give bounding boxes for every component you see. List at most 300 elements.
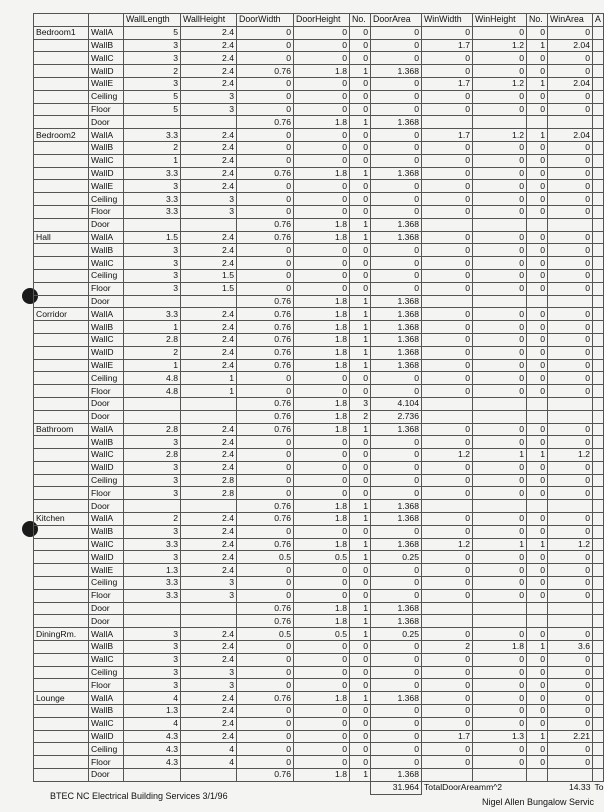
value-cell <box>473 602 527 615</box>
value-cell: 0.25 <box>371 628 422 641</box>
value-cell: 0 <box>294 385 350 398</box>
value-cell: 0 <box>371 730 422 743</box>
value-cell: 2.4 <box>181 77 237 90</box>
value-cell: 1 <box>350 65 371 78</box>
surface-cell: Door <box>89 295 124 308</box>
room-cell <box>34 410 89 423</box>
value-cell: 0 <box>527 333 548 346</box>
surface-cell: WallA <box>89 129 124 142</box>
room-cell <box>34 641 89 654</box>
value-cell: 0 <box>237 39 294 52</box>
table-row <box>34 321 604 334</box>
value-cell: 1.8 <box>294 346 350 359</box>
cut-off-cell <box>593 346 604 359</box>
value-cell: 0 <box>371 525 422 538</box>
value-cell: 2.04 <box>548 129 593 142</box>
value-cell: 1.368 <box>371 359 422 372</box>
value-cell: 0 <box>473 513 527 526</box>
value-cell: 0.76 <box>237 116 294 129</box>
room-cell: Hall <box>34 231 89 244</box>
value-cell <box>124 500 181 513</box>
value-cell: 0 <box>527 205 548 218</box>
value-cell: 0 <box>527 231 548 244</box>
table-row <box>34 372 604 385</box>
value-cell: 0.76 <box>237 692 294 705</box>
cut-off-cell <box>593 513 604 526</box>
value-cell: 1 <box>350 769 371 782</box>
value-cell: 0 <box>527 385 548 398</box>
cut-off-cell <box>593 282 604 295</box>
value-cell: 2.4 <box>181 628 237 641</box>
cut-off-cell <box>593 589 604 602</box>
footer-course-title: BTEC NC Electrical Building Services 3/1/96 <box>50 791 228 801</box>
value-cell: 0 <box>548 705 593 718</box>
value-cell: 3 <box>124 52 181 65</box>
value-cell: 0 <box>422 551 473 564</box>
value-cell: 0 <box>548 692 593 705</box>
room-cell <box>34 154 89 167</box>
value-cell: 0 <box>371 141 422 154</box>
value-cell: 0 <box>527 487 548 500</box>
column-header: WallHeight <box>181 14 237 27</box>
value-cell: 1.8 <box>294 321 350 334</box>
value-cell: 0 <box>473 346 527 359</box>
value-cell: 0 <box>371 372 422 385</box>
value-cell: 0 <box>527 269 548 282</box>
table-row <box>34 282 604 295</box>
value-cell: 0.76 <box>237 423 294 436</box>
value-cell: 0 <box>527 666 548 679</box>
value-cell: 0 <box>527 372 548 385</box>
room-cell: Lounge <box>34 692 89 705</box>
value-cell: 2.8 <box>181 487 237 500</box>
value-cell: 0 <box>371 52 422 65</box>
surface-cell: WallB <box>89 641 124 654</box>
value-cell: 0 <box>527 308 548 321</box>
surface-cell: WallC <box>89 449 124 462</box>
cut-off-cell <box>593 167 604 180</box>
surface-cell: Ceiling <box>89 269 124 282</box>
surface-cell: Door <box>89 116 124 129</box>
value-cell: 3 <box>124 244 181 257</box>
value-cell: 0 <box>527 756 548 769</box>
value-cell: 3.3 <box>124 308 181 321</box>
value-cell: 1 <box>350 231 371 244</box>
value-cell: 1 <box>350 692 371 705</box>
room-cell <box>34 193 89 206</box>
value-cell: 0.76 <box>237 218 294 231</box>
value-cell: 0 <box>350 474 371 487</box>
value-cell: 0 <box>548 154 593 167</box>
value-cell: 0 <box>548 666 593 679</box>
value-cell: 1 <box>473 538 527 551</box>
cut-off-cell <box>593 410 604 423</box>
door-area-total-label: TotalDoorAreamm^2 <box>424 782 503 793</box>
value-cell <box>124 218 181 231</box>
value-cell: 3.3 <box>124 589 181 602</box>
cut-off-cell <box>593 141 604 154</box>
cut-off-cell <box>593 717 604 730</box>
value-cell: 0 <box>548 679 593 692</box>
room-cell <box>34 295 89 308</box>
value-cell: 1 <box>181 372 237 385</box>
value-cell: 0 <box>422 26 473 39</box>
table-row <box>34 525 604 538</box>
surface-cell: WallB <box>89 39 124 52</box>
value-cell <box>548 615 593 628</box>
value-cell: 0 <box>473 474 527 487</box>
room-cell <box>34 103 89 116</box>
value-cell: 1.8 <box>294 692 350 705</box>
value-cell: 0 <box>237 52 294 65</box>
value-cell: 0 <box>548 372 593 385</box>
value-cell: 0 <box>527 628 548 641</box>
value-cell: 0 <box>422 436 473 449</box>
value-cell: 0 <box>473 589 527 602</box>
value-cell <box>181 295 237 308</box>
table-row <box>34 461 604 474</box>
value-cell: 3.3 <box>124 205 181 218</box>
value-cell: 0 <box>422 346 473 359</box>
value-cell <box>181 615 237 628</box>
value-cell: 0 <box>548 257 593 270</box>
value-cell: 3 <box>124 436 181 449</box>
value-cell: 0 <box>294 282 350 295</box>
value-cell: 0 <box>548 564 593 577</box>
table-row <box>34 244 604 257</box>
table-row <box>34 231 604 244</box>
value-cell: 0.5 <box>294 551 350 564</box>
table-row <box>34 705 604 718</box>
value-cell: 0 <box>527 525 548 538</box>
value-cell: 0 <box>350 385 371 398</box>
surface-cell: Ceiling <box>89 577 124 590</box>
room-cell <box>34 269 89 282</box>
surface-cell: Ceiling <box>89 474 124 487</box>
value-cell: 3.3 <box>124 129 181 142</box>
cut-off-cell <box>593 487 604 500</box>
value-cell: 2.4 <box>181 141 237 154</box>
table-row <box>34 218 604 231</box>
value-cell: 0 <box>548 513 593 526</box>
value-cell: 0 <box>422 257 473 270</box>
value-cell <box>422 397 473 410</box>
value-cell: 0 <box>237 679 294 692</box>
value-cell <box>422 769 473 782</box>
value-cell: 0 <box>237 756 294 769</box>
value-cell: 1 <box>350 116 371 129</box>
room-cell <box>34 487 89 500</box>
value-cell: 0 <box>548 756 593 769</box>
column-header: DoorHeight <box>294 14 350 27</box>
value-cell: 0 <box>294 52 350 65</box>
value-cell: 3 <box>181 90 237 103</box>
value-cell: 2 <box>124 141 181 154</box>
room-cell <box>34 321 89 334</box>
value-cell: 0 <box>294 244 350 257</box>
value-cell: 0 <box>473 65 527 78</box>
room-cell <box>34 577 89 590</box>
value-cell: 1.8 <box>294 359 350 372</box>
value-cell: 2 <box>124 346 181 359</box>
value-cell: 0 <box>350 564 371 577</box>
value-cell <box>124 615 181 628</box>
value-cell: 3 <box>124 653 181 666</box>
value-cell: 1.368 <box>371 538 422 551</box>
value-cell: 0 <box>422 628 473 641</box>
room-cell <box>34 538 89 551</box>
value-cell: 0 <box>527 90 548 103</box>
cut-off-cell <box>593 65 604 78</box>
cut-off-cell <box>593 500 604 513</box>
cut-off-cell <box>593 628 604 641</box>
value-cell: 0 <box>294 717 350 730</box>
column-header: No. <box>350 14 371 27</box>
value-cell: 0 <box>237 461 294 474</box>
column-header <box>34 14 89 27</box>
room-cell <box>34 589 89 602</box>
value-cell: 1 <box>350 295 371 308</box>
cut-off-cell <box>593 602 604 615</box>
value-cell: 0 <box>473 90 527 103</box>
value-cell: 0 <box>294 449 350 462</box>
value-cell: 3.3 <box>124 538 181 551</box>
value-cell <box>422 295 473 308</box>
value-cell: 1 <box>350 551 371 564</box>
value-cell: 0 <box>527 692 548 705</box>
surface-cell: Ceiling <box>89 666 124 679</box>
value-cell: 0 <box>422 589 473 602</box>
value-cell <box>473 500 527 513</box>
value-cell: 0 <box>237 193 294 206</box>
value-cell: 0 <box>237 103 294 116</box>
value-cell: 0 <box>294 436 350 449</box>
surface-cell: WallA <box>89 423 124 436</box>
room-cell <box>34 525 89 538</box>
room-cell <box>34 474 89 487</box>
value-cell: 0 <box>371 653 422 666</box>
value-cell: 1.368 <box>371 116 422 129</box>
value-cell: 0 <box>371 577 422 590</box>
value-cell: 2.4 <box>181 52 237 65</box>
table-row <box>34 628 604 641</box>
value-cell: 2.4 <box>181 436 237 449</box>
value-cell <box>124 295 181 308</box>
value-cell: 0 <box>473 193 527 206</box>
value-cell: 0 <box>473 141 527 154</box>
table-row <box>34 180 604 193</box>
value-cell <box>548 218 593 231</box>
value-cell: 0 <box>371 461 422 474</box>
value-cell: 0.76 <box>237 231 294 244</box>
value-cell: 0 <box>422 282 473 295</box>
table-row <box>34 423 604 436</box>
value-cell <box>527 218 548 231</box>
surface-cell: WallC <box>89 154 124 167</box>
value-cell: 0 <box>422 359 473 372</box>
surface-cell: WallE <box>89 564 124 577</box>
value-cell <box>422 116 473 129</box>
table-row <box>34 346 604 359</box>
value-cell: 0 <box>294 756 350 769</box>
surface-cell: WallA <box>89 26 124 39</box>
value-cell: 2.4 <box>181 167 237 180</box>
value-cell: 0 <box>371 282 422 295</box>
value-cell: 0 <box>473 359 527 372</box>
value-cell: 2.4 <box>181 449 237 462</box>
value-cell <box>124 397 181 410</box>
cut-off-cell <box>593 615 604 628</box>
value-cell: 0 <box>350 180 371 193</box>
value-cell: 0 <box>294 154 350 167</box>
value-cell: 4.3 <box>124 756 181 769</box>
value-cell: 1.368 <box>371 65 422 78</box>
value-cell: 0 <box>422 577 473 590</box>
value-cell: 0 <box>527 551 548 564</box>
surface-cell: WallD <box>89 461 124 474</box>
table-row <box>34 653 604 666</box>
cut-off-cell <box>593 653 604 666</box>
value-cell: 0 <box>237 129 294 142</box>
room-cell <box>34 372 89 385</box>
value-cell <box>527 615 548 628</box>
table-row <box>34 90 604 103</box>
value-cell: 0 <box>422 705 473 718</box>
value-cell: 0 <box>294 193 350 206</box>
value-cell: 0 <box>294 26 350 39</box>
value-cell <box>527 769 548 782</box>
value-cell: 0.76 <box>237 500 294 513</box>
value-cell: 1.3 <box>124 564 181 577</box>
surface-cell: WallB <box>89 436 124 449</box>
room-cell: DiningRm. <box>34 628 89 641</box>
value-cell: 0 <box>527 257 548 270</box>
table-row <box>34 500 604 513</box>
cut-off-cell <box>593 90 604 103</box>
value-cell: 0.76 <box>237 397 294 410</box>
surface-cell: WallE <box>89 180 124 193</box>
value-cell: 0 <box>294 461 350 474</box>
cut-off-cell <box>593 372 604 385</box>
value-cell: 0 <box>371 180 422 193</box>
value-cell: 1.8 <box>294 167 350 180</box>
value-cell: 1 <box>124 321 181 334</box>
value-cell: 0 <box>371 77 422 90</box>
value-cell <box>181 410 237 423</box>
value-cell: 0 <box>371 244 422 257</box>
table-row <box>34 564 604 577</box>
room-cell <box>34 436 89 449</box>
value-cell: 0 <box>527 359 548 372</box>
value-cell: 0 <box>422 244 473 257</box>
value-cell: 1 <box>350 333 371 346</box>
column-header: DoorWidth <box>237 14 294 27</box>
value-cell: 0 <box>350 666 371 679</box>
room-cell <box>34 666 89 679</box>
room-cell <box>34 679 89 692</box>
value-cell: 3 <box>124 487 181 500</box>
surface-cell: Floor <box>89 282 124 295</box>
value-cell: 1.8 <box>294 500 350 513</box>
value-cell: 0 <box>350 577 371 590</box>
value-cell: 0 <box>473 666 527 679</box>
value-cell: 0 <box>350 436 371 449</box>
cut-off-cell <box>593 538 604 551</box>
value-cell: 0 <box>548 436 593 449</box>
value-cell: 0 <box>350 449 371 462</box>
value-cell: 0 <box>527 167 548 180</box>
value-cell: 0 <box>371 487 422 500</box>
room-cell <box>34 743 89 756</box>
value-cell: 1.8 <box>294 231 350 244</box>
value-cell: 0 <box>350 129 371 142</box>
value-cell <box>548 500 593 513</box>
room-cell <box>34 769 89 782</box>
value-cell: 0 <box>548 423 593 436</box>
cut-off-cell <box>593 756 604 769</box>
value-cell: 1.368 <box>371 769 422 782</box>
value-cell: 0 <box>237 90 294 103</box>
room-cell <box>34 167 89 180</box>
value-cell: 0 <box>527 52 548 65</box>
value-cell: 1.7 <box>422 129 473 142</box>
value-cell: 3 <box>350 397 371 410</box>
room-cell <box>34 141 89 154</box>
value-cell: 0 <box>350 679 371 692</box>
value-cell: 0 <box>294 205 350 218</box>
value-cell: 0 <box>473 487 527 500</box>
value-cell: 0 <box>422 167 473 180</box>
value-cell: 0 <box>422 180 473 193</box>
cut-off-cell <box>593 577 604 590</box>
value-cell: 0 <box>371 666 422 679</box>
value-cell: 0.76 <box>237 321 294 334</box>
table-row <box>34 103 604 116</box>
value-cell: 0 <box>237 282 294 295</box>
surface-cell: WallB <box>89 525 124 538</box>
value-cell: 0 <box>548 103 593 116</box>
room-cell <box>34 180 89 193</box>
value-cell: 0 <box>422 52 473 65</box>
value-cell: 0 <box>237 653 294 666</box>
room-cell <box>34 218 89 231</box>
cut-off-cell <box>593 52 604 65</box>
value-cell: 0 <box>527 461 548 474</box>
value-cell: 0.76 <box>237 346 294 359</box>
value-cell: 0 <box>422 653 473 666</box>
value-cell: 0 <box>294 666 350 679</box>
value-cell: 0 <box>527 717 548 730</box>
value-cell: 0 <box>371 205 422 218</box>
value-cell <box>548 602 593 615</box>
value-cell: 2.4 <box>181 525 237 538</box>
win-area-total: 14.33 <box>568 782 591 793</box>
value-cell <box>473 769 527 782</box>
value-cell: 0 <box>350 282 371 295</box>
value-cell: 1 <box>527 449 548 462</box>
surface-cell: Floor <box>89 589 124 602</box>
value-cell: 2.04 <box>548 77 593 90</box>
value-cell: 0 <box>548 244 593 257</box>
value-cell <box>527 602 548 615</box>
value-cell: 4 <box>181 756 237 769</box>
cut-off-cell <box>593 705 604 718</box>
table-row <box>34 615 604 628</box>
table-row <box>34 269 604 282</box>
surface-cell: Door <box>89 769 124 782</box>
cut-off-cell <box>593 692 604 705</box>
value-cell: 0 <box>473 679 527 692</box>
